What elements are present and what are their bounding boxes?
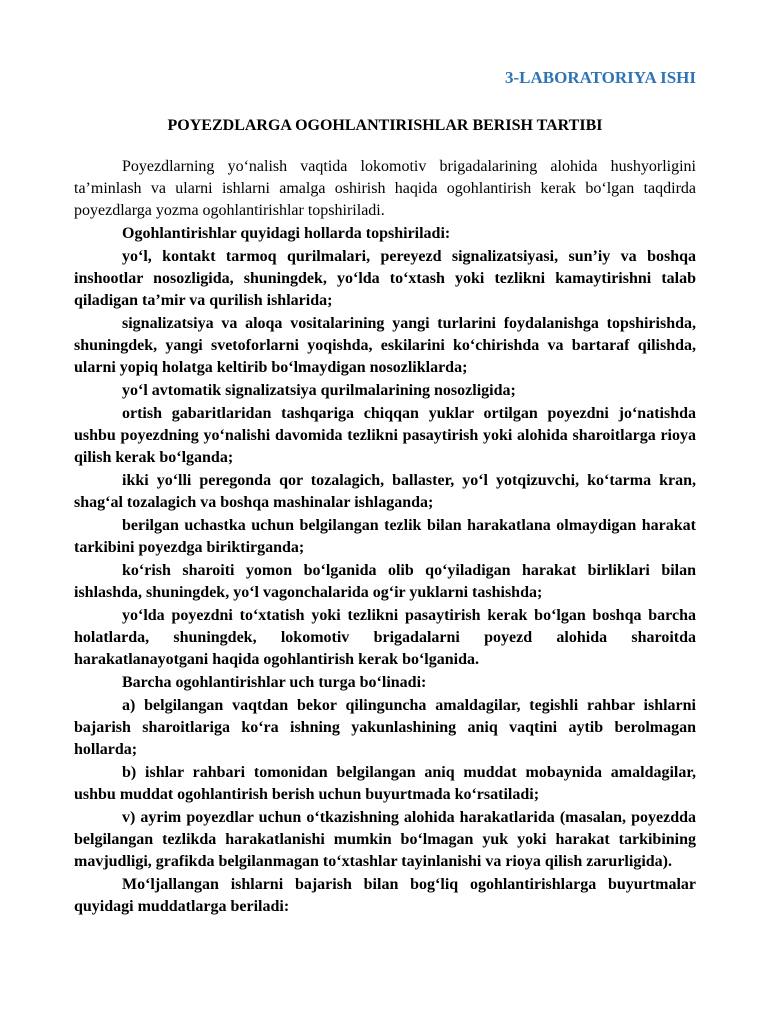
paragraph-type-v: v) ayrim poyezdlar uchun o‘tkazishning alohida harakatlarida (masalan, poyezdda belgilangan tezlikda harakatlanishi mumkin bo‘lmagan yuk yoki harakat tarkibining mavjudligi, grafikda belgilanmagan to‘xtashlar tayinlanishi va rioya qilish zarurligida).	[74, 809, 696, 870]
document-title: POYEZDLARGA OGOHLANTIRISHLAR BERISH TARTIBI	[167, 117, 603, 134]
paragraph-case: yo‘l, kontakt tarmoq qurilmalari, pereyezd signalizatsiyasi, sun’iy va boshqa inshootlar nosozligida, shuningdek, yo‘lda to‘xtash yoki tezlikni kamaytirishni talab qiladigan ta’mir va qurilish ishlarida;	[74, 248, 696, 309]
paragraph-cases-heading: Ogohlantirishlar quyidagi hollarda topshiriladi:	[122, 225, 451, 242]
lab-title: 3-LABORATORIYA ISHI	[505, 68, 696, 87]
paragraph-case: yo‘l avtomatik signalizatsiya qurilmalarining nosozligida;	[122, 382, 516, 399]
paragraph-case: ko‘rish sharoiti yomon bo‘lganida olib qo‘yiladigan harakat birliklari bilan ishlashda, shuningdek, yo‘l vagonchalarida og‘ir yuklarni tashishda;	[74, 562, 696, 601]
paragraph-intro: Poyezdlarning yo‘nalish vaqtida lokomotiv brigadalarining alohida hushyorligini ta’minlash va ularni ishlarni amalga oshirish haqida ogohlantirish kerak bo‘lgan taqdirda poyezdlarga yozma ogohlantirishlar topshiriladi.	[74, 158, 696, 219]
document-body	[74, 156, 696, 919]
paragraph-orders: Mo‘ljallangan ishlarni bajarish bilan bog‘liq ogohlantirishlarga buyurtmalar quyidagi muddatlarga beriladi:	[74, 876, 696, 915]
paragraph-type-a: a) belgilangan vaqtdan bekor qilinguncha amaldagilar, tegishli rahbar ishlarni bajarish sharoitlariga ko‘ra ishning yakunlashining aniq vaqtini aytib berolmagan hollarda;	[74, 697, 696, 758]
paragraph-case: ikki yo‘lli peregonda qor tozalagich, ballaster, yo‘l yotqizuvchi, ko‘tarma kran, shag‘al tozalagich va boshqa mashinalar ishlaganda;	[74, 472, 696, 511]
paragraph-case: signalizatsiya va aloqa vositalarining yangi turlarini foydalanishga topshirishda, shuningdek, yangi svetoforlarni yoqishda, eskilarini ko‘chirishda va bartaraf qilishda, ularni yopiq holatga keltirib bo‘lmaydigan nosozliklarda;	[74, 315, 696, 376]
paragraph-types-heading: Barcha ogohlantirishlar uch turga bo‘linadi:	[122, 674, 427, 691]
paragraph-case: ortish gabaritlaridan tashqariga chiqqan yuklar ortilgan poyezdni jo‘natishda ushbu poyezdning yo‘nalishi davomida tezlikni pasaytirish yoki alohida sharoitlarga rioya qilish kerak bo‘lganda;	[74, 405, 696, 466]
paragraph-case: yo‘lda poyezdni to‘xtatish yoki tezlikni pasaytirish kerak bo‘lgan boshqa barcha holatlarda, shuningdek, lokomotiv brigadalarni poyezd alohida sharoitda harakatlanayotgani haqida ogohlantirish kerak bo‘lganida.	[74, 607, 696, 668]
paragraph-type-b: b) ishlar rahbari tomonidan belgilangan aniq muddat mobaynida amaldagilar, ushbu muddat ogohlantirish berish uchun buyurtmada ko‘rsatiladi;	[74, 764, 696, 803]
paragraph-case: berilgan uchastka uchun belgilangan tezlik bilan harakatlana olmaydigan harakat tarkibini poyezdga biriktirganda;	[74, 517, 696, 556]
